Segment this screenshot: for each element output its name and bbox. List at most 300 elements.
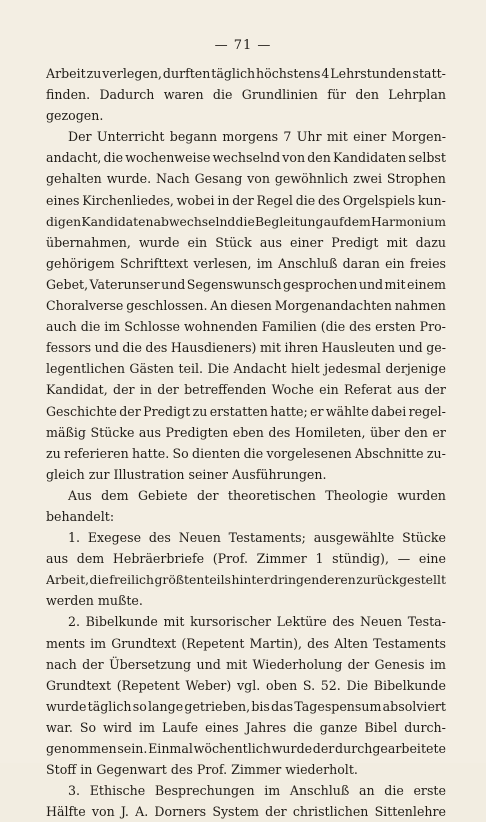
word: Bibel [364,719,398,735]
word: im [104,319,121,335]
word: Orgelspiels [342,192,416,208]
word: der [82,656,104,672]
word: Ausführungen. [232,466,327,482]
word: Dadurch [99,87,155,103]
word: der [265,804,287,820]
word: Regel [256,192,293,208]
word: Einmal [148,741,193,756]
word: — [397,551,411,567]
text-line-36 [46,801,446,822]
word: mit [226,656,248,672]
word: Predigt [331,234,379,250]
word: derjenige [385,361,446,377]
word: von [282,150,306,166]
word: mit [326,129,348,145]
word: dazu [415,234,446,250]
word: Schrifttext [119,255,189,271]
word: Besprechungen [154,783,255,799]
word: Stücke [90,424,135,440]
word: referieren [64,445,129,461]
word: aus [138,424,162,440]
word: J. [120,804,129,820]
word: des [145,340,168,356]
word: wochenweise [125,150,211,166]
word: kursorischer [190,614,272,630]
word: mit [163,614,185,630]
word: im [139,719,155,735]
word: Tagespensum [294,698,382,714]
word: Jahres [245,719,287,735]
word: Die [207,361,230,377]
word: Schlosse [124,319,181,335]
word: Testaments [373,635,446,651]
word: regel- [408,403,446,419]
word: mäßig [46,424,86,440]
word: Gebet, [46,276,89,292]
word: der [119,403,141,419]
word: Lehrstunden [330,66,412,81]
word: täglich [211,66,256,81]
word: wählte [325,403,369,419]
word: des [317,192,340,208]
word: verlegen, [102,66,162,81]
word: zur [88,466,110,482]
word: Strophen [386,171,446,187]
word: hatte; [270,403,308,419]
text-line-8 [46,211,446,232]
word: Kirchenliedes, [82,192,174,208]
word: Exegese [87,530,142,546]
word: einer [353,129,387,145]
text-line-32 [46,717,446,738]
text-line-25 [46,569,446,590]
text-line-9 [46,232,446,253]
word: abwechselnd [153,213,236,229]
word: wiederholt. [285,762,358,778]
word: ein [187,234,208,250]
word: vgl. [237,677,261,693]
word: geschlossen. [126,298,208,314]
word: Stücke [402,530,446,546]
word: Nach [156,171,190,187]
word: Familien [261,319,317,335]
body-text [46,63,446,822]
word: in [80,762,93,778]
word: mit [386,234,408,250]
word: Begleitung [254,213,324,229]
word: gehalten [46,171,102,187]
word: des [349,319,372,335]
word: andacht, [46,150,102,166]
word: Predigt [143,403,191,419]
word: Kandidaten [332,150,407,166]
word: Arbeit, [46,572,90,588]
word: begann [169,129,218,145]
word: Wiederholung [252,656,343,672]
word: in [217,192,230,208]
text-line-26 [46,590,446,611]
word: fessors [46,340,92,356]
word: Gebiete [137,487,188,503]
text-line-7 [46,190,446,211]
text-line-10 [46,253,446,274]
word: mit [259,340,281,356]
word: bis [251,698,270,714]
word: (Repetent [116,677,180,693]
word: die [89,572,109,588]
word: Gegenwart [96,762,167,778]
word: theoretischen [227,487,316,503]
word: Arbeit [46,66,86,81]
word: oben [265,677,298,693]
word: Prof. [196,762,228,778]
word: diesen [230,298,272,314]
word: ein [385,255,405,271]
word: wurde [271,741,313,756]
word: übernahmen, [46,234,131,250]
word: nahmen [394,298,446,314]
word: freies [409,255,446,271]
word: aus [46,551,69,567]
word: ersten [375,319,416,335]
text-line-29 [46,654,446,675]
word: der [157,382,179,398]
word: Laufe [161,719,199,735]
word: über [370,424,400,440]
word: Referat [344,382,392,398]
word: zu- [426,445,446,461]
word: wohnenden [183,319,258,335]
word: aus [396,382,420,398]
word: ganze [319,719,358,735]
word: (Repetent [181,635,245,651]
word: wird [103,719,133,735]
word: (Prof. [212,551,248,567]
word: Predigten [165,424,229,440]
word: in [139,382,153,398]
word: verlesen, [193,255,252,271]
word: Pro- [419,319,446,335]
word: Neuen [359,614,403,630]
word: und [358,276,384,292]
word: eben [232,424,264,440]
word: teil. [178,361,204,377]
word: finden. [46,87,91,103]
word: Ethische [89,783,146,799]
word: morgens [222,129,279,145]
text-line-1 [46,63,446,84]
word: Theologie [325,487,388,503]
word: getrieben, [184,698,251,714]
word: dabei [371,403,407,419]
word: 4 [321,66,330,81]
word: absolviert [382,698,446,714]
word: der [347,656,370,672]
word: zu [86,66,102,81]
word: Alten [334,635,368,651]
word: die [384,783,404,799]
word: Illustration [113,466,185,482]
word: lange [148,698,184,714]
word: an [358,783,375,799]
word: Lektüre [276,614,327,630]
word: eines [46,192,80,208]
word: er [432,424,446,440]
text-line-2 [46,84,446,105]
word: Lehrplan [388,87,446,103]
word: für [327,87,347,103]
word: gewöhnlich [274,171,349,187]
word: durften [162,66,211,81]
text-line-17 [46,401,446,422]
word: einer [290,234,324,250]
word: Uhr [296,129,322,145]
word: waren [163,87,204,103]
word: nach [46,656,77,672]
word: gehörigem [46,255,115,271]
word: durch- [404,719,446,735]
word: Geschichte [46,403,117,419]
word: der [232,192,254,208]
word: Genesis [374,656,425,672]
word: hinter [231,572,270,588]
text-line-18 [46,422,446,443]
word: kun- [417,192,446,208]
word: Zimmer [256,551,307,567]
word: Anschluß [278,255,338,271]
word: jedesmal [324,361,381,377]
text-line-24 [46,548,446,569]
word: des [268,424,291,440]
word: erste [413,783,446,799]
word: erstatten [209,403,268,419]
word: gleich [46,466,85,482]
word: wurden [397,487,446,503]
text-line-33 [46,738,446,759]
word: die [235,213,255,229]
word: täglich [87,698,132,714]
word: die [103,150,124,166]
word: eine [418,551,446,567]
word: Morgenandachten [274,298,392,314]
word: gesprochen [283,276,358,292]
word: dem [101,487,129,503]
word: und [94,340,119,356]
word: und [196,656,221,672]
word: des [332,614,355,630]
text-line-5 [46,147,446,168]
word: An [210,298,228,314]
word: So [79,719,97,735]
word: von [247,171,270,187]
text-line-23 [46,527,446,548]
word: des [170,762,193,778]
text-line-22 [46,506,446,527]
word: auf [323,213,344,229]
text-line-35 [46,780,446,801]
word: wechselnd [212,150,281,166]
word: der [424,382,446,398]
word: mußte. [97,593,143,609]
word: Homileten, [294,424,366,440]
word: war. [46,719,73,735]
word: Andacht [233,361,287,377]
word: eines [205,719,239,735]
text-line-13 [46,316,446,337]
word: Bibelkunde [85,614,158,630]
word: Hebräerbriefe [112,551,205,567]
word: er [310,403,324,419]
word: hielt [290,361,320,377]
word: Kandidaten [81,213,154,229]
text-line-12 [46,295,446,316]
word: dem [76,551,105,567]
word: Der [68,129,92,145]
word: Choralverse [46,298,124,314]
word: im [90,635,107,651]
word: wurde [46,698,87,714]
word: die [243,445,264,461]
word: 2. [68,614,81,630]
word: im [256,255,273,271]
word: Grundtext [46,677,112,693]
word: daran [342,255,380,271]
word: Testaments; [228,530,306,546]
word: digen [46,213,82,229]
word: Hausleuten [321,340,395,356]
word: statt- [412,66,446,81]
word: die [80,319,101,335]
text-line-21 [46,485,446,506]
text-line-6 [46,168,446,189]
word: einem [407,276,446,292]
word: der [312,741,335,756]
word: Sittenlehre [374,804,446,820]
word: System [212,804,259,820]
word: größtenteils [154,572,231,588]
word: 1 [315,551,324,567]
word: Harmonium [370,213,446,229]
word: betreffenden [184,382,267,398]
word: Woche [271,382,314,398]
word: Grundlinien [241,87,318,103]
word: des [148,530,171,546]
word: Unterricht [96,129,165,145]
word: (die [320,319,346,335]
text-line-14 [46,337,446,358]
text-line-16 [46,379,446,400]
word: Dorners [154,804,207,820]
word: genommen [46,741,117,756]
word: Hausdieners) [170,340,257,356]
word: werden [46,593,94,609]
word: die [295,192,316,208]
word: Bibelkunde [373,677,446,693]
word: dienten [192,445,241,461]
word: Segenswunsch [186,276,282,292]
word: die [293,719,313,735]
word: zu [46,445,61,461]
word: das [271,698,294,714]
word: Martin), [249,635,303,651]
word: christlichen [292,804,369,820]
word: wurde [139,234,180,250]
word: zu [192,403,208,419]
word: freilich [109,572,154,588]
text-line-20 [46,464,446,485]
word: Vaterunser [89,276,160,292]
word: gezogen. [46,108,104,124]
word: den [307,150,331,166]
word: Die [346,677,369,693]
word: höchstens [256,66,321,81]
word: die [212,87,233,103]
text-line-4 [46,126,446,147]
word: legentlichen [46,361,125,377]
text-line-19 [46,443,446,464]
word: behandelt: [46,508,115,524]
text-line-34 [46,759,446,780]
word: dem [343,213,371,229]
word: wobei [176,192,215,208]
word: zwei [353,171,382,187]
word: im [264,783,281,799]
text-line-11 [46,274,446,295]
word: ihren [284,340,319,356]
word: wurde. [106,171,152,187]
word: und [398,340,423,356]
word: ausgewählte [313,530,395,546]
word: im [429,656,446,672]
word: Stoff [46,762,77,778]
word: zurückgestellt [356,572,446,588]
word: die [122,340,142,356]
word: Grundtext [111,635,177,651]
word: Weber) [185,677,232,693]
word: vorgelesenen [266,445,352,461]
word: 7 [283,129,292,145]
text-line-28 [46,633,446,654]
word: sein. [117,741,148,756]
word: wöchentlich [193,741,271,756]
word: Übersetzung [109,656,192,672]
word: Gesang [194,171,243,187]
text-line-15 [46,358,446,379]
word: Aus [68,487,92,503]
word: dringenderen [270,572,356,588]
word: Hälfte [46,804,86,820]
word: Gästen [129,361,175,377]
word: ein [319,382,339,398]
word: 3. [68,783,81,799]
text-line-30 [46,675,446,696]
word: ge- [426,340,446,356]
word: des [307,635,330,651]
word: auch [46,319,77,335]
text-line-3 [46,105,446,126]
word: S. [302,677,316,693]
word: Abschnitte [355,445,424,461]
word: der [196,487,219,503]
word: Stück [215,234,252,250]
word: hatte. [132,445,170,461]
word: ments [46,635,86,651]
word: von [91,804,115,820]
word: mit [384,276,406,292]
word: seiner [188,466,229,482]
word: so [132,698,147,714]
word: So [172,445,189,461]
